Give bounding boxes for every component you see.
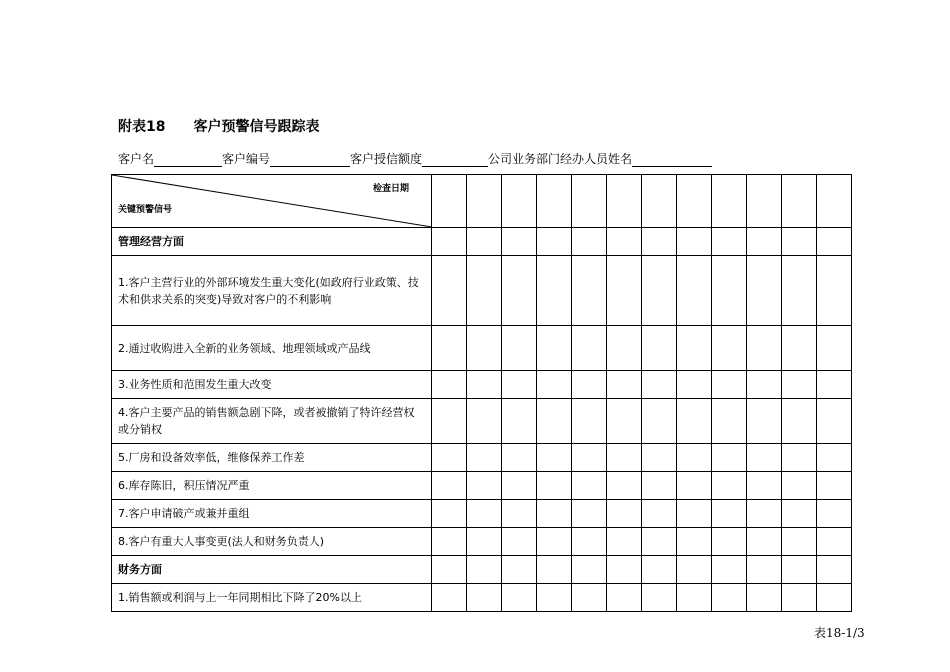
check-cell[interactable] [642, 399, 677, 444]
section-heading: 管理经营方面 [112, 228, 432, 256]
date-cell[interactable] [467, 175, 502, 228]
check-cell[interactable] [782, 472, 817, 500]
table-row [112, 256, 852, 326]
date-cell[interactable] [502, 175, 537, 228]
check-cell[interactable] [537, 399, 572, 444]
credit-blank [422, 153, 488, 167]
client-no-label: 客户编号 [222, 152, 271, 166]
check-cell[interactable] [432, 500, 467, 528]
table-row [112, 584, 852, 612]
check-cell[interactable] [537, 528, 572, 556]
check-cell[interactable] [642, 584, 677, 612]
check-cell[interactable] [432, 528, 467, 556]
check-cell[interactable] [467, 584, 502, 612]
check-cell[interactable] [782, 228, 817, 256]
signal-label: 1.销售额或利润与上一年同期相比下降了20%以上 [112, 584, 432, 612]
credit-label: 客户授信额度 [350, 152, 423, 166]
table-row [112, 371, 852, 399]
date-cell[interactable] [817, 175, 852, 228]
check-cell[interactable] [537, 371, 572, 399]
check-cell[interactable] [607, 472, 642, 500]
check-cell[interactable] [572, 584, 607, 612]
check-cell[interactable] [502, 556, 537, 584]
table-row [112, 472, 852, 500]
check-cell[interactable] [572, 500, 607, 528]
check-cell[interactable] [502, 584, 537, 612]
check-cell[interactable] [677, 584, 712, 612]
check-cell[interactable] [817, 584, 852, 612]
check-cell[interactable] [817, 326, 852, 371]
check-cell[interactable] [572, 371, 607, 399]
check-cell[interactable] [572, 472, 607, 500]
signal-label: 7.客户申请破产或兼并重组 [112, 500, 432, 528]
check-cell[interactable] [502, 326, 537, 371]
check-cell[interactable] [467, 371, 502, 399]
check-cell[interactable] [782, 444, 817, 472]
signal-label: 5.厂房和设备效率低，维修保养工作差 [112, 444, 432, 472]
check-cell[interactable] [502, 472, 537, 500]
date-cell[interactable] [747, 175, 782, 228]
section-row [112, 556, 852, 584]
check-cell[interactable] [607, 326, 642, 371]
check-cell[interactable] [607, 584, 642, 612]
client-name-label: 客户名 [118, 152, 155, 166]
check-cell[interactable] [502, 399, 537, 444]
check-cell[interactable] [677, 326, 712, 371]
check-cell[interactable] [747, 326, 782, 371]
check-cell[interactable] [712, 228, 747, 256]
check-cell[interactable] [642, 500, 677, 528]
signal-label: 6.库存陈旧，积压情况严重 [112, 472, 432, 500]
check-cell[interactable] [607, 556, 642, 584]
check-cell[interactable] [712, 399, 747, 444]
check-cell[interactable] [642, 371, 677, 399]
check-cell[interactable] [782, 326, 817, 371]
check-cell[interactable] [817, 528, 852, 556]
check-cell[interactable] [782, 500, 817, 528]
check-cell[interactable] [432, 326, 467, 371]
check-cell[interactable] [817, 472, 852, 500]
check-cell[interactable] [432, 399, 467, 444]
check-cell[interactable] [677, 256, 712, 326]
page-number: 表18-1/3 [814, 626, 865, 640]
check-cell[interactable] [537, 228, 572, 256]
section-row [112, 228, 852, 256]
check-cell[interactable] [642, 326, 677, 371]
check-cell[interactable] [572, 228, 607, 256]
check-cell[interactable] [537, 472, 572, 500]
check-cell[interactable] [817, 556, 852, 584]
check-cell[interactable] [747, 371, 782, 399]
check-cell[interactable] [747, 584, 782, 612]
check-cell[interactable] [502, 528, 537, 556]
check-cell[interactable] [467, 472, 502, 500]
check-cell[interactable] [677, 228, 712, 256]
table-row [112, 326, 852, 371]
check-cell[interactable] [712, 472, 747, 500]
check-cell[interactable] [432, 584, 467, 612]
check-cell[interactable] [572, 444, 607, 472]
signal-label: 1.客户主营行业的外部环境发生重大变化(如政府行业政策、技术和供求关系的突变)导致对客户的不利影响 [112, 256, 432, 326]
check-cell[interactable] [817, 228, 852, 256]
check-cell[interactable] [677, 444, 712, 472]
check-cell[interactable] [537, 256, 572, 326]
check-cell[interactable] [642, 556, 677, 584]
check-cell[interactable] [642, 444, 677, 472]
check-cell[interactable] [747, 472, 782, 500]
info-line [118, 150, 712, 167]
check-cell[interactable] [467, 556, 502, 584]
check-cell[interactable] [677, 500, 712, 528]
date-cell[interactable] [712, 175, 747, 228]
check-cell[interactable] [572, 556, 607, 584]
key-signal-label: 关键预警信号 [118, 205, 173, 215]
check-cell[interactable] [782, 528, 817, 556]
check-cell[interactable] [817, 444, 852, 472]
check-cell[interactable] [642, 528, 677, 556]
check-cell[interactable] [782, 584, 817, 612]
check-cell[interactable] [537, 500, 572, 528]
table-row [112, 500, 852, 528]
staff-blank [632, 153, 712, 167]
check-cell[interactable] [502, 228, 537, 256]
date-cell[interactable] [537, 175, 572, 228]
check-cell[interactable] [677, 528, 712, 556]
check-cell[interactable] [572, 528, 607, 556]
check-cell[interactable] [642, 228, 677, 256]
check-cell[interactable] [747, 500, 782, 528]
check-cell[interactable] [607, 399, 642, 444]
check-cell[interactable] [607, 256, 642, 326]
check-cell[interactable] [432, 371, 467, 399]
signal-label: 2.通过收购进入全新的业务领域、地理领域或产品线 [112, 326, 432, 371]
check-cell[interactable] [712, 444, 747, 472]
page-title: 附表18 客户预警信号跟踪表 [118, 119, 320, 135]
check-cell[interactable] [677, 556, 712, 584]
check-cell[interactable] [642, 256, 677, 326]
check-cell[interactable] [677, 399, 712, 444]
header-row [112, 175, 852, 228]
check-cell[interactable] [467, 326, 502, 371]
check-cell[interactable] [782, 256, 817, 326]
client-no-blank [270, 153, 350, 167]
check-cell[interactable] [782, 556, 817, 584]
check-cell[interactable] [817, 500, 852, 528]
section-heading: 财务方面 [112, 556, 432, 584]
check-cell[interactable] [572, 256, 607, 326]
date-cell[interactable] [432, 175, 467, 228]
check-cell[interactable] [467, 444, 502, 472]
check-cell[interactable] [432, 256, 467, 326]
check-cell[interactable] [467, 500, 502, 528]
check-cell[interactable] [712, 371, 747, 399]
staff-label: 公司业务部门经办人员姓名 [488, 152, 633, 166]
check-cell[interactable] [747, 556, 782, 584]
client-name-blank [154, 153, 222, 167]
table-row [112, 399, 852, 444]
check-cell[interactable] [537, 444, 572, 472]
signal-label: 3.业务性质和范围发生重大改变 [112, 371, 432, 399]
check-cell[interactable] [677, 371, 712, 399]
check-cell[interactable] [782, 399, 817, 444]
check-date-label: 检查日期 [372, 184, 409, 194]
check-cell[interactable] [712, 500, 747, 528]
check-cell[interactable] [432, 472, 467, 500]
check-cell[interactable] [467, 256, 502, 326]
check-cell[interactable] [817, 399, 852, 444]
check-cell[interactable] [607, 528, 642, 556]
check-cell[interactable] [467, 528, 502, 556]
check-cell[interactable] [607, 371, 642, 399]
check-cell[interactable] [607, 228, 642, 256]
check-cell[interactable] [712, 556, 747, 584]
check-cell[interactable] [467, 399, 502, 444]
check-cell[interactable] [712, 326, 747, 371]
check-cell[interactable] [572, 326, 607, 371]
date-cell[interactable] [572, 175, 607, 228]
check-cell[interactable] [572, 399, 607, 444]
check-cell[interactable] [817, 256, 852, 326]
check-cell[interactable] [677, 472, 712, 500]
check-cell[interactable] [502, 444, 537, 472]
check-cell[interactable] [467, 228, 502, 256]
check-cell[interactable] [502, 500, 537, 528]
date-cell[interactable] [677, 175, 712, 228]
check-cell[interactable] [747, 228, 782, 256]
diagonal-header-cell [112, 175, 432, 228]
date-cell[interactable] [782, 175, 817, 228]
check-cell[interactable] [537, 556, 572, 584]
check-cell[interactable] [782, 371, 817, 399]
check-cell[interactable] [747, 256, 782, 326]
check-cell[interactable] [607, 500, 642, 528]
date-cell[interactable] [642, 175, 677, 228]
check-cell[interactable] [502, 256, 537, 326]
check-cell[interactable] [432, 556, 467, 584]
check-cell[interactable] [712, 256, 747, 326]
date-cell[interactable] [607, 175, 642, 228]
check-cell[interactable] [432, 444, 467, 472]
check-cell[interactable] [712, 528, 747, 556]
check-cell[interactable] [537, 584, 572, 612]
check-cell[interactable] [537, 326, 572, 371]
check-cell[interactable] [747, 528, 782, 556]
check-cell[interactable] [432, 228, 467, 256]
table-row [112, 528, 852, 556]
check-cell[interactable] [747, 444, 782, 472]
warning-signal-table [111, 174, 852, 612]
signal-label: 4.客户主要产品的销售额急剧下降，或者被撤销了特许经营权或分销权 [112, 399, 432, 444]
signal-label: 8.客户有重大人事变更(法人和财务负责人) [112, 528, 432, 556]
check-cell[interactable] [712, 584, 747, 612]
check-cell[interactable] [607, 444, 642, 472]
table-row [112, 444, 852, 472]
check-cell[interactable] [502, 371, 537, 399]
check-cell[interactable] [642, 472, 677, 500]
check-cell[interactable] [817, 371, 852, 399]
check-cell[interactable] [747, 399, 782, 444]
